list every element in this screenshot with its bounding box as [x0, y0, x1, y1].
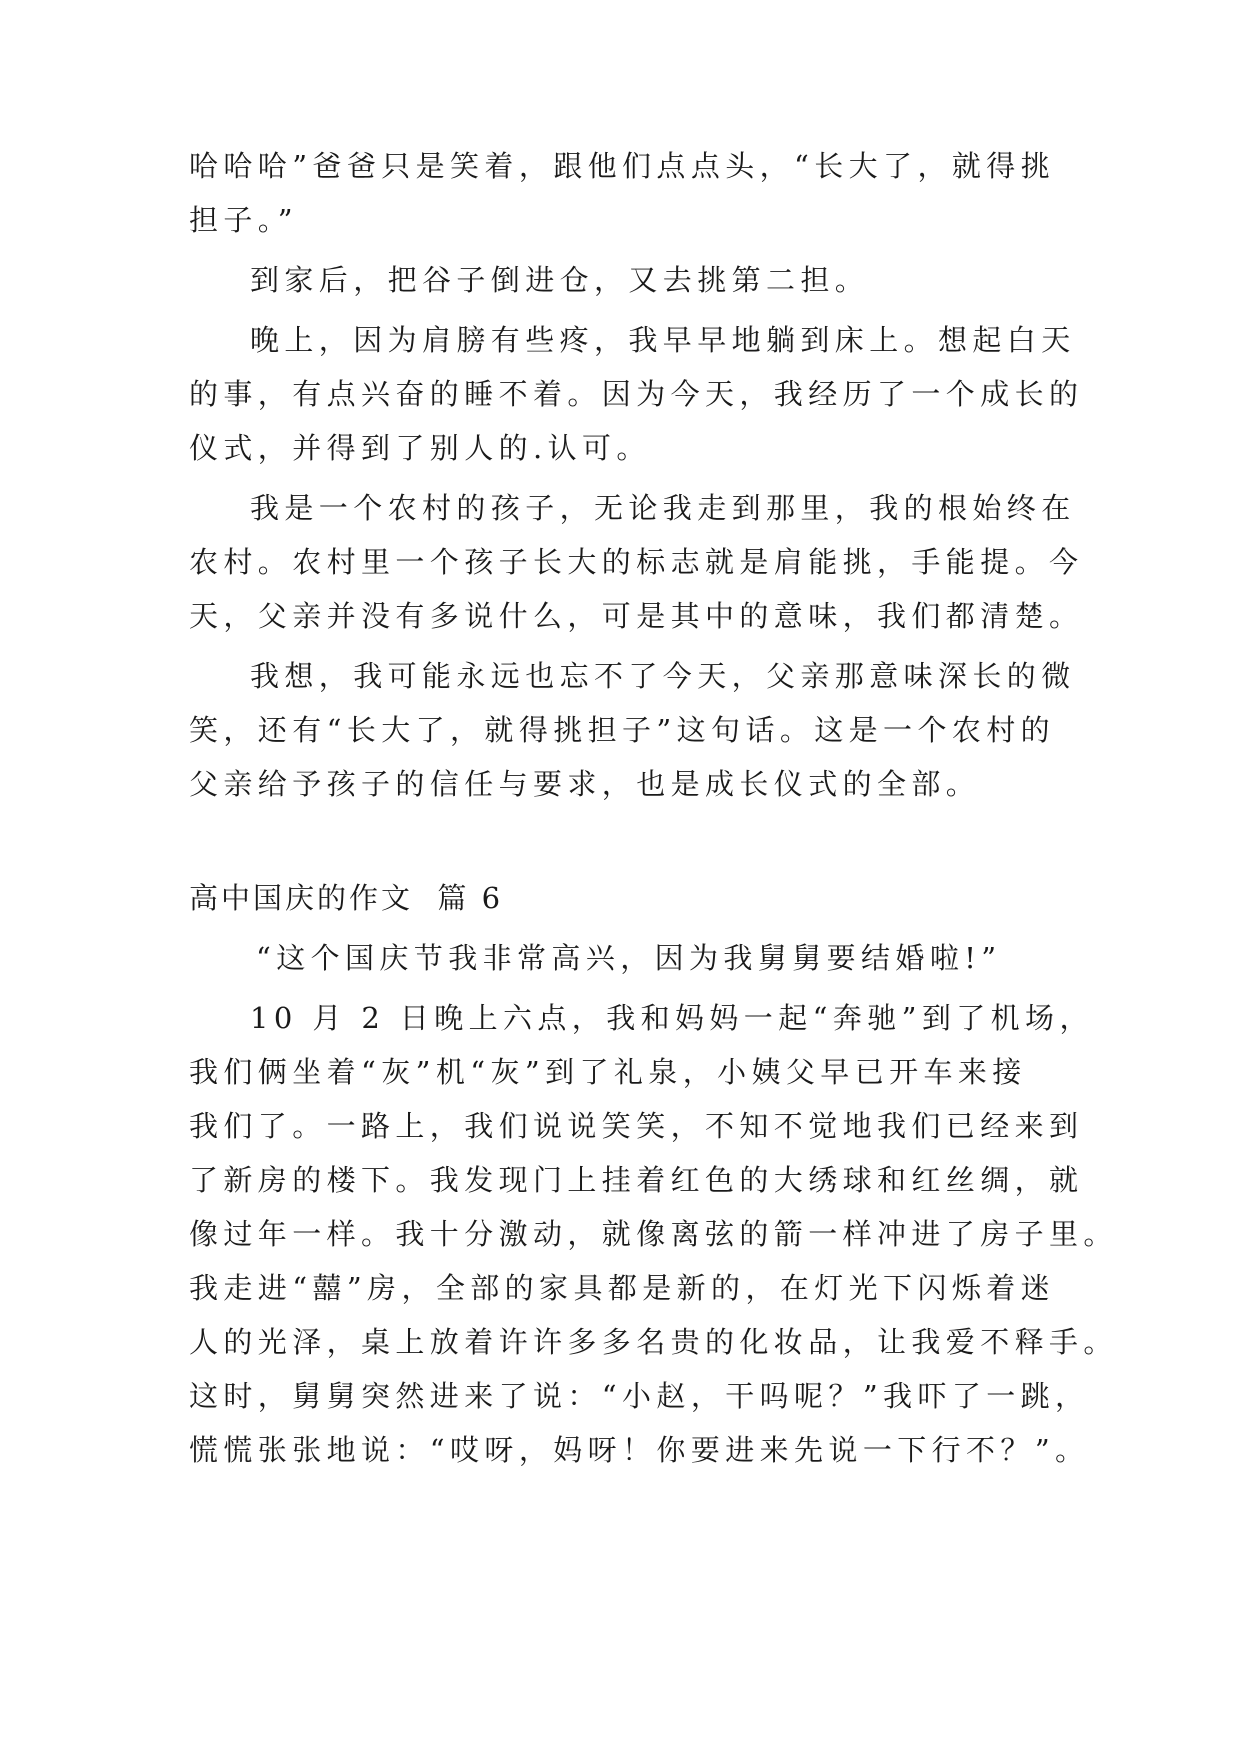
text-line: 了新房的楼下。我发现门上挂着红色的大绣球和红丝绸，就	[189, 1163, 1084, 1197]
text-line: 像过年一样。我十分激动，就像离弦的箭一样冲进了房子里。	[189, 1217, 1118, 1251]
section-heading: 高中国庆的作文 篇 6	[189, 881, 504, 915]
text-line: 仪式，并得到了别人的.认可。	[189, 431, 651, 465]
text-line: 慌慌张张地说：“哎呀，妈呀！你要进来先说一下行不？”。	[189, 1433, 1090, 1467]
paragraph-line: 晚上，因为肩膀有些疼，我早早地躺到床上。想起白天	[250, 323, 1076, 357]
text-line: 的事，有点兴奋的睡不着。因为今天，我经历了一个成长的	[189, 377, 1084, 411]
text-line: 我们俩坐着“灰”机“灰”到了礼泉，小姨父早已开车来接	[189, 1055, 1027, 1089]
text-line: 父亲给予孩子的信任与要求，也是成长仪式的全部。	[189, 767, 981, 801]
text-line: 哈哈哈”爸爸只是笑着，跟他们点点头，“长大了，就得挑	[189, 149, 1056, 183]
text-line: 这时，舅舅突然进来了说：“小赵，干吗呢？”我吓了一跳，	[189, 1379, 1090, 1413]
text-line: 农村。农村里一个孩子长大的标志就是肩能挑，手能提。今	[189, 545, 1084, 579]
text-line: 我走进“囍”房，全部的家具都是新的，在灯光下闪烁着迷	[189, 1271, 1056, 1305]
text-line: 人的光泽，桌上放着许许多多名贵的化妆品，让我爱不释手。	[189, 1325, 1118, 1359]
paragraph-line: “这个国庆节我非常高兴，因为我舅舅要结婚啦!”	[256, 941, 1002, 975]
text-line: 担子。”	[189, 203, 298, 237]
paragraph-line: 10 月 2 日晚上六点，我和妈妈一起“奔驰”到了机场，	[250, 1001, 1094, 1035]
text-line: 笑，还有“长大了，就得挑担子”这句话。这是一个农村的	[189, 713, 1056, 747]
paragraph-line: 我想，我可能永远也忘不了今天，父亲那意味深长的微	[250, 659, 1076, 693]
text-line: 天，父亲并没有多说什么，可是其中的意味，我们都清楚。	[189, 599, 1084, 633]
text-line: 我们了。一路上，我们说说笑笑，不知不觉地我们已经来到	[189, 1109, 1084, 1143]
paragraph-line: 到家后，把谷子倒进仓，又去挑第二担。	[250, 263, 870, 297]
paragraph-line: 我是一个农村的孩子，无论我走到那里，我的根始终在	[250, 491, 1076, 525]
